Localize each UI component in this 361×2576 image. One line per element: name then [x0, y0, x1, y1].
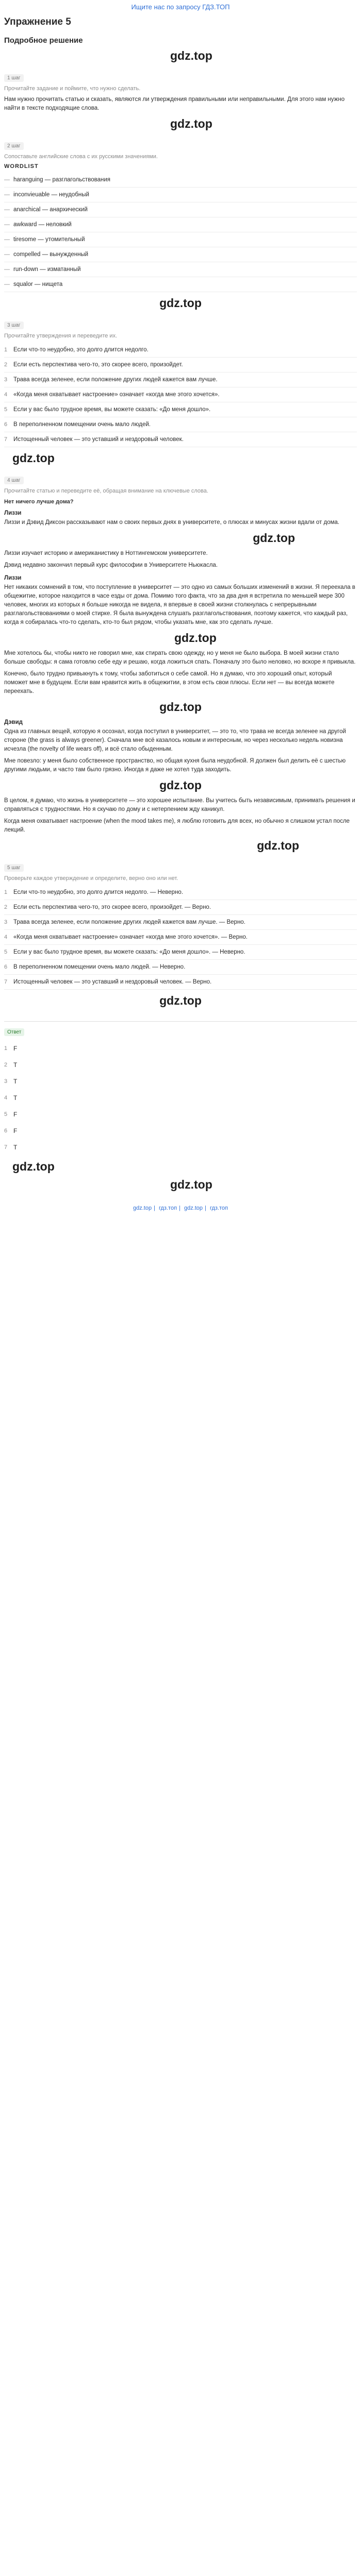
- article-paragraph: Мне хотелось бы, чтобы никто не говорил мне, как стирать свою одежду, но у меня не было выбора. В моей жизни стало больше свободы: я сама готовлю себе еду и решаю, когда ложиться спать. Поначалу это было неловко, но вскоре я привыкла.: [4, 650, 356, 665]
- article-paragraph: Конечно, было трудно привыкнуть к тому, чтобы заботиться о себе самой. Но я думаю, что это хороший опыт, который поможет мне в будущем. Если вам нравится жить в общежитии, в этом есть свои плюсы. Если нет — вы всегда можете переехать.: [4, 671, 335, 694]
- watermark: gdz.top: [170, 49, 212, 62]
- article-heading: Нет ничего лучше дома?: [4, 499, 74, 505]
- page-title: Упражнение 5: [4, 16, 71, 27]
- article-paragraph: Мне повезло: у меня было собственное пространство, но общая кухня была неудобной. Я должен был делить её с шестью другими людьми, и часто там было грязно. Иногда я даже не хотел туда заходить.: [4, 758, 346, 773]
- step-instruction: Сопоставьте английские слова с их русскими значениями.: [4, 154, 158, 160]
- article-paragraph: Лиззи изучает историю и американистику в Ноттингемском университете.: [4, 550, 208, 556]
- answer-item: 5 F: [4, 1111, 18, 1118]
- footer-link[interactable]: гдз.топ: [159, 1205, 177, 1211]
- footer-link[interactable]: гдз.топ: [209, 1205, 228, 1211]
- watermark: gdz.top: [12, 1160, 55, 1173]
- list-item: — inconvieuable — неудобный: [4, 188, 357, 202]
- list-item: — squalor — нищета: [4, 277, 357, 292]
- step-instruction: Проверьте каждое утверждение и определите, верно оно или нет.: [4, 875, 178, 882]
- answer-item: 2 T: [4, 1061, 18, 1069]
- watermark: gdz.top: [159, 994, 202, 1007]
- watermark: gdz.top: [159, 778, 202, 792]
- checks-list: [4, 885, 357, 990]
- list-item: 6 В переполненном помещении очень мало людей.: [4, 417, 357, 432]
- article-subheading: Дэвид: [4, 719, 23, 725]
- answer-item: 1 F: [4, 1045, 18, 1052]
- watermark: gdz.top: [159, 296, 202, 310]
- search-hint-link[interactable]: Ищите нас по запросу ГДЗ.ТОП: [131, 3, 230, 11]
- list-item: — awkward — неловкий: [4, 217, 357, 232]
- list-item: 1 Если что-то неудобно, это долго длится недолго.: [4, 343, 357, 358]
- step-badge: 5 шаг: [4, 864, 24, 872]
- step-2: [4, 135, 357, 292]
- watermark: gdz.top: [257, 839, 299, 852]
- wordlist: [4, 173, 357, 292]
- list-item: 4 «Когда меня охватывает настроение» означает «когда мне этого хочется».: [4, 387, 357, 402]
- list-item: — anarchical — анархический: [4, 202, 357, 217]
- watermark: gdz.top: [174, 631, 217, 645]
- answer-list: [4, 1040, 357, 1156]
- step-badge: 1 шаг: [4, 74, 24, 82]
- step-instruction: Прочитайте задание и поймите, что нужно сделать.: [4, 86, 141, 92]
- list-item: 3 Трава всегда зеленее, если положение других людей кажется вам лучше.: [4, 372, 357, 387]
- watermark: gdz.top: [159, 700, 202, 714]
- list-item: 4 «Когда меня охватывает настроение» означает «когда мне этого хочется». — Верно.: [4, 930, 357, 945]
- article-paragraph: В целом, я думаю, что жизнь в университете — это хорошее испытание. Вы учитесь быть независимым, принимать решения и справляться с трудностями. Но я скучаю по дому и с нетерпением жду каникул.: [4, 798, 355, 812]
- list-item: — compelled — вынужденный: [4, 247, 357, 262]
- step-5: [4, 857, 357, 990]
- list-item: 3 Трава всегда зеленее, если положение других людей кажется вам лучше. — Верно.: [4, 915, 357, 930]
- answer-item: 7 T: [4, 1144, 18, 1151]
- watermark: gdz.top: [170, 1178, 212, 1191]
- list-item: 5 Если у вас было трудное время, вы можете сказать: «До меня дошло».: [4, 402, 357, 417]
- watermark: gdz.top: [12, 451, 55, 465]
- section-title: Подробное решение: [4, 36, 83, 45]
- list-item: 6 В переполненном помещении очень мало людей. — Неверно.: [4, 960, 357, 975]
- watermark: gdz.top: [253, 531, 295, 545]
- step-badge: 4 шаг: [4, 477, 24, 484]
- step-badge: 2 шаг: [4, 142, 24, 150]
- article-paragraph: Дэвид недавно закончил первый курс философии в Университете Ньюкасла.: [4, 562, 218, 568]
- footer-link[interactable]: gdz.top: [184, 1205, 203, 1211]
- step-instruction: Прочитайте утверждения и переведите их.: [4, 333, 118, 339]
- list-item: 5 Если у вас было трудное время, вы можете сказать: «До меня дошло». — Неверно.: [4, 945, 357, 960]
- article-paragraph: Нет никаких сомнений в том, что поступление в университет — это одно из самых больших изменений в жизни. Я переехала в общежитие, которое находится в часе езды от дома. Помимо того факта, что за два дня я встретила по меньшей мере 300 человек, многих из которых я больше никогда не видела, я впервые в своей жизни столкнулась с непрерывными разглагольствованиями о моей стирке. Я была вынуждена слушать разглагольствования, поэтому кажется, что каждый раз, когда я собиралась что-то сделать, кто-то был рядом, чтобы указать мне, как это сделать лучше.: [4, 584, 355, 625]
- article-paragraph: Одна из главных вещей, которую я осознал, когда поступил в университет, — это то, что трава не всегда зеленее на другой стороне (the grass is always greener). Сначала мне всё казалось новым и интересным, но через несколько недель новизна исчезла (the novelty of life wears off), и всё стало обыденным.: [4, 728, 346, 752]
- statements-list: [4, 343, 357, 447]
- footer-links: gdz.top | гдз.топ | gdz.top | гдз.топ: [133, 1205, 228, 1211]
- step-1: [4, 67, 357, 113]
- step-text: Нам нужно прочитать статью и сказать, являются ли утверждения правильными или неправильными. Для этого нам нужно найти в тексте подходящие слова.: [4, 96, 345, 111]
- wordlist-heading: WORDLIST: [4, 163, 39, 170]
- watermark: gdz.top: [170, 117, 212, 130]
- step-badge: 3 шаг: [4, 321, 24, 329]
- page: [0, 0, 361, 1216]
- answer-badge: Ответ: [4, 1028, 24, 1036]
- article-paragraph: Лиззи и Дэвид Диксон рассказывают нам о своих первых днях в университете, о плюсах и минусах жизни вдали от дома.: [4, 519, 340, 526]
- answer-item: 3 T: [4, 1078, 18, 1085]
- step-3: [4, 314, 357, 447]
- step-instruction: Прочитайте статью и переведите её, обращая внимание на ключевые слова.: [4, 488, 208, 494]
- step-4: [4, 469, 357, 835]
- list-item: 7 Истощенный человек — это уставший и нездоровый человек. — Верно.: [4, 975, 357, 990]
- list-item: — haranguing — разглагольствования: [4, 173, 357, 188]
- list-item: — tiresome — утомительный: [4, 232, 357, 247]
- article-subheading: Лиззи: [4, 575, 22, 581]
- list-item: 7 Истощенный человек — это уставший и нездоровый человек.: [4, 432, 357, 447]
- article-subheading: Лиззи: [4, 510, 22, 516]
- answer-item: 6 F: [4, 1127, 18, 1134]
- list-item: 1 Если что-то неудобно, это долго длится недолго. — Неверно.: [4, 885, 357, 900]
- article-paragraph: Когда меня охватывает настроение (when the mood takes me), я люблю готовить для всех, но обычно я слишком устал после лекций.: [4, 818, 350, 833]
- answer-item: 4 T: [4, 1094, 18, 1101]
- list-item: — run-down — изматанный: [4, 262, 357, 277]
- list-item: 2 Если есть перспектива чего-то, это скорее всего, произойдет. — Верно.: [4, 900, 357, 915]
- answer-section: [4, 1021, 357, 1156]
- list-item: 2 Если есть перспектива чего-то, это скорее всего, произойдет.: [4, 358, 357, 372]
- footer-link[interactable]: gdz.top: [133, 1205, 152, 1211]
